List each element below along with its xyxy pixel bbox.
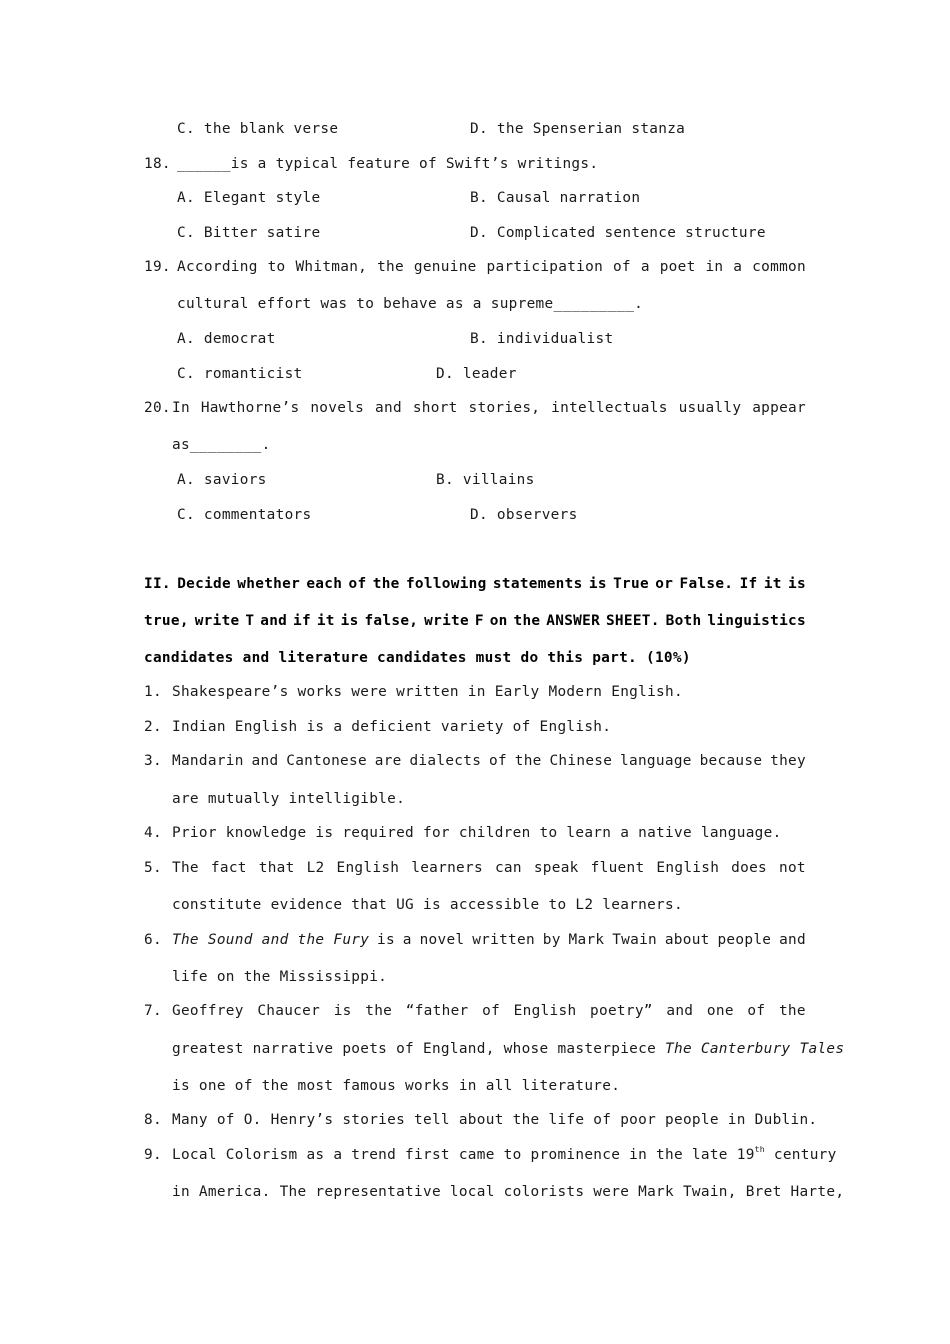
q18-number: 18. (144, 156, 171, 172)
q19-stem-line2: cultural effort was to behave as a supreme_________. (177, 296, 644, 312)
statement-2-text: Indian English is a deficient variety of English. (172, 719, 612, 735)
section-ii-heading-line3: candidates and literature candidates must do this part. (10%) (144, 650, 691, 666)
q20-option-d: D. observers (470, 507, 578, 523)
q19-option-b: B. individualist (470, 331, 614, 347)
statement-3-number: 3. (144, 753, 162, 769)
statement-2-number: 2. (144, 719, 162, 735)
statement-7-line3: is one of the most famous works in all literature. (172, 1078, 621, 1094)
statement-9-line1: Local Colorism as a trend first came to prominence in the late 19th century (172, 1145, 837, 1163)
statement-8-text: Many of O. Henry’s stories tell about the life of poor people in Dublin. (172, 1112, 818, 1128)
q19-stem-line1: According to Whitman, the genuine participation of a poet in a common (177, 259, 806, 275)
q20-option-c: C. commentators (177, 507, 312, 523)
statement-9-number: 9. (144, 1147, 162, 1163)
statement-4-text: Prior knowledge is required for children to learn a native language. (172, 825, 782, 841)
q20-stem-line1: In Hawthorne’s novels and short stories, intellectuals usually appear (172, 400, 806, 416)
q18-option-d: D. Complicated sentence structure (470, 225, 766, 241)
q18-option-b: B. Causal narration (470, 190, 641, 206)
statement-6-line2: life on the Mississippi. (172, 969, 388, 985)
q20-number: 20. (144, 400, 171, 416)
statement-7-number: 7. (144, 1003, 162, 1019)
statement-6-line1: The Sound and the Fury is a novel written by Mark Twain about people and (172, 932, 806, 948)
q19-number: 19. (144, 259, 171, 275)
statement-5-line2: constitute evidence that UG is accessible to L2 learners. (172, 897, 683, 913)
q17-option-c: C. the blank verse (177, 121, 339, 137)
novel-title-sound-and-fury: The Sound and the Fury (172, 932, 370, 948)
statement-3-line1: Mandarin and Cantonese are dialects of the Chinese language because they (172, 753, 806, 769)
q19-option-d: D. leader (436, 366, 517, 382)
section-ii-heading-line1: II. Decide whether each of the following statements is True or False. If it is (144, 576, 806, 592)
q20-option-b: B. villains (436, 472, 535, 488)
statement-1-number: 1. (144, 684, 162, 700)
q20-option-a: A. saviors (177, 472, 267, 488)
q18-option-c: C. Bitter satire (177, 225, 321, 241)
q19-option-c: C. romanticist (177, 366, 303, 382)
statement-8-number: 8. (144, 1112, 162, 1128)
statement-7-line1: Geoffrey Chaucer is the “father of English poetry” and one of the (172, 1003, 806, 1019)
statement-5-number: 5. (144, 860, 162, 876)
q20-stem-line2: as________. (172, 437, 271, 453)
statement-4-number: 4. (144, 825, 162, 841)
work-title-canterbury-tales: The Canterbury Tales (665, 1041, 845, 1057)
statement-7-line2: greatest narrative poets of England, whose masterpiece The Canterbury Tales (172, 1041, 845, 1057)
q18-option-a: A. Elegant style (177, 190, 321, 206)
q18-stem: ______is a typical feature of Swift’s writings. (177, 156, 599, 172)
statement-9-line2: in America. The representative local colorists were Mark Twain, Bret Harte, (172, 1184, 845, 1200)
statement-3-line2: are mutually intelligible. (172, 791, 406, 807)
section-ii-heading-line2: true, write T and if it is false, write F on the ANSWER SHEET. Both linguistics (144, 613, 806, 629)
statement-1-text: Shakespeare’s works were written in Early Modern English. (172, 684, 683, 700)
statement-5-line1: The fact that L2 English learners can speak fluent English does not (172, 860, 806, 876)
statement-6-number: 6. (144, 932, 162, 948)
q17-option-d: D. the Spenserian stanza (470, 121, 686, 137)
q19-option-a: A. democrat (177, 331, 276, 347)
